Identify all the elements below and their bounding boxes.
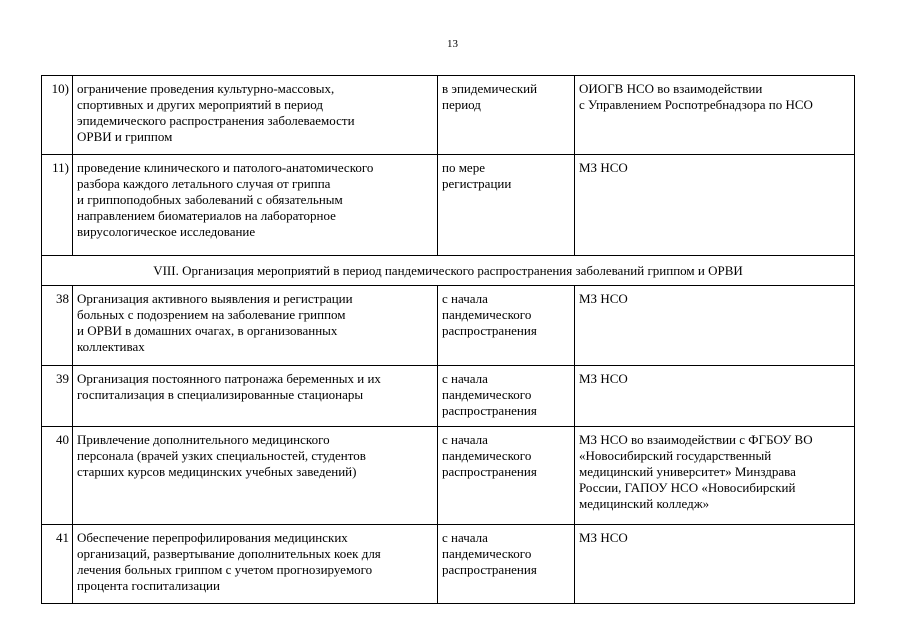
responsible-cell [575, 427, 855, 525]
responsible-cell [575, 366, 855, 427]
term-cell [438, 525, 575, 604]
responsible-text: МЗ НСО [579, 160, 628, 175]
responsible-cell [575, 286, 855, 366]
measure-cell [73, 366, 438, 427]
row-number: 41 [42, 525, 73, 604]
measure-text: ограничение проведения культурно-массовых, спортивных и других мероприятий в период эпидемического распространения заболеваемости ОРВИ и гриппом [77, 81, 355, 144]
term-text: по мере регистрации [442, 160, 512, 191]
measure-text: Привлечение дополнительного медицинского персонала (врачей узких специальностей, студентов старших курсов медицинских учебных заведений) [77, 432, 366, 479]
responsible-text: МЗ НСО во взаимодействии с ФГБОУ ВО «Новосибирский государственный медицинский университет» Минздрава России, ГАПОУ НСО «Новосибирский медицинский колледж» [579, 432, 813, 511]
measure-cell [73, 427, 438, 525]
table-row [42, 525, 855, 604]
page-number: 13 [447, 38, 458, 50]
responsible-cell [575, 525, 855, 604]
table-row [42, 366, 855, 427]
measure-text: Обеспечение перепрофилирования медицинских организаций, развертывание дополнительных коек для лечения больных гриппом с учетом прогнозируемого процента госпитализации [77, 530, 381, 593]
section-header-row [42, 256, 855, 286]
term-text: с начала пандемического распространения [442, 432, 537, 479]
measure-cell [73, 525, 438, 604]
term-cell [438, 155, 575, 256]
responsible-text: МЗ НСО [579, 371, 628, 386]
measure-text: Организация постоянного патронажа беременных и их госпитализация в специализированные стационары [77, 371, 381, 402]
table-row [42, 155, 855, 256]
term-cell [438, 427, 575, 525]
measure-cell [73, 286, 438, 366]
term-cell [438, 76, 575, 155]
responsible-text: МЗ НСО [579, 530, 628, 545]
row-number: 39 [42, 366, 73, 427]
term-text: с начала пандемического распространения [442, 530, 537, 577]
row-number: 40 [42, 427, 73, 525]
term-text: с начала пандемического распространения [442, 371, 537, 418]
term-text: с начала пандемического распространения [442, 291, 537, 338]
measure-cell [73, 155, 438, 256]
table-row [42, 286, 855, 366]
row-number: 11) [42, 155, 73, 256]
table-row [42, 76, 855, 155]
row-number: 38 [42, 286, 73, 366]
section-title: VIII. Организация мероприятий в период пандемического распространения заболеваний гриппом и ОРВИ [42, 256, 855, 286]
measures-table [41, 75, 855, 604]
responsible-text: МЗ НСО [579, 291, 628, 306]
measure-text: Организация активного выявления и регистрации больных с подозрением на заболевание гриппом и ОРВИ в домашних очагах, в организованных коллективах [77, 291, 353, 354]
measure-text: проведение клинического и патолого-анатомического разбора каждого летального случая от гриппа и гриппоподобных заболеваний с обязательным направлением биоматериалов на лабораторное вирусологическое исследование [77, 160, 374, 239]
responsible-text: ОИОГВ НСО во взаимодействии с Управлением Роспотребнадзора по НСО [579, 81, 813, 112]
term-cell [438, 366, 575, 427]
responsible-cell [575, 76, 855, 155]
row-number: 10) [42, 76, 73, 155]
measure-cell [73, 76, 438, 155]
term-cell [438, 286, 575, 366]
term-text: в эпидемический период [442, 81, 538, 112]
responsible-cell [575, 155, 855, 256]
table-row [42, 427, 855, 525]
